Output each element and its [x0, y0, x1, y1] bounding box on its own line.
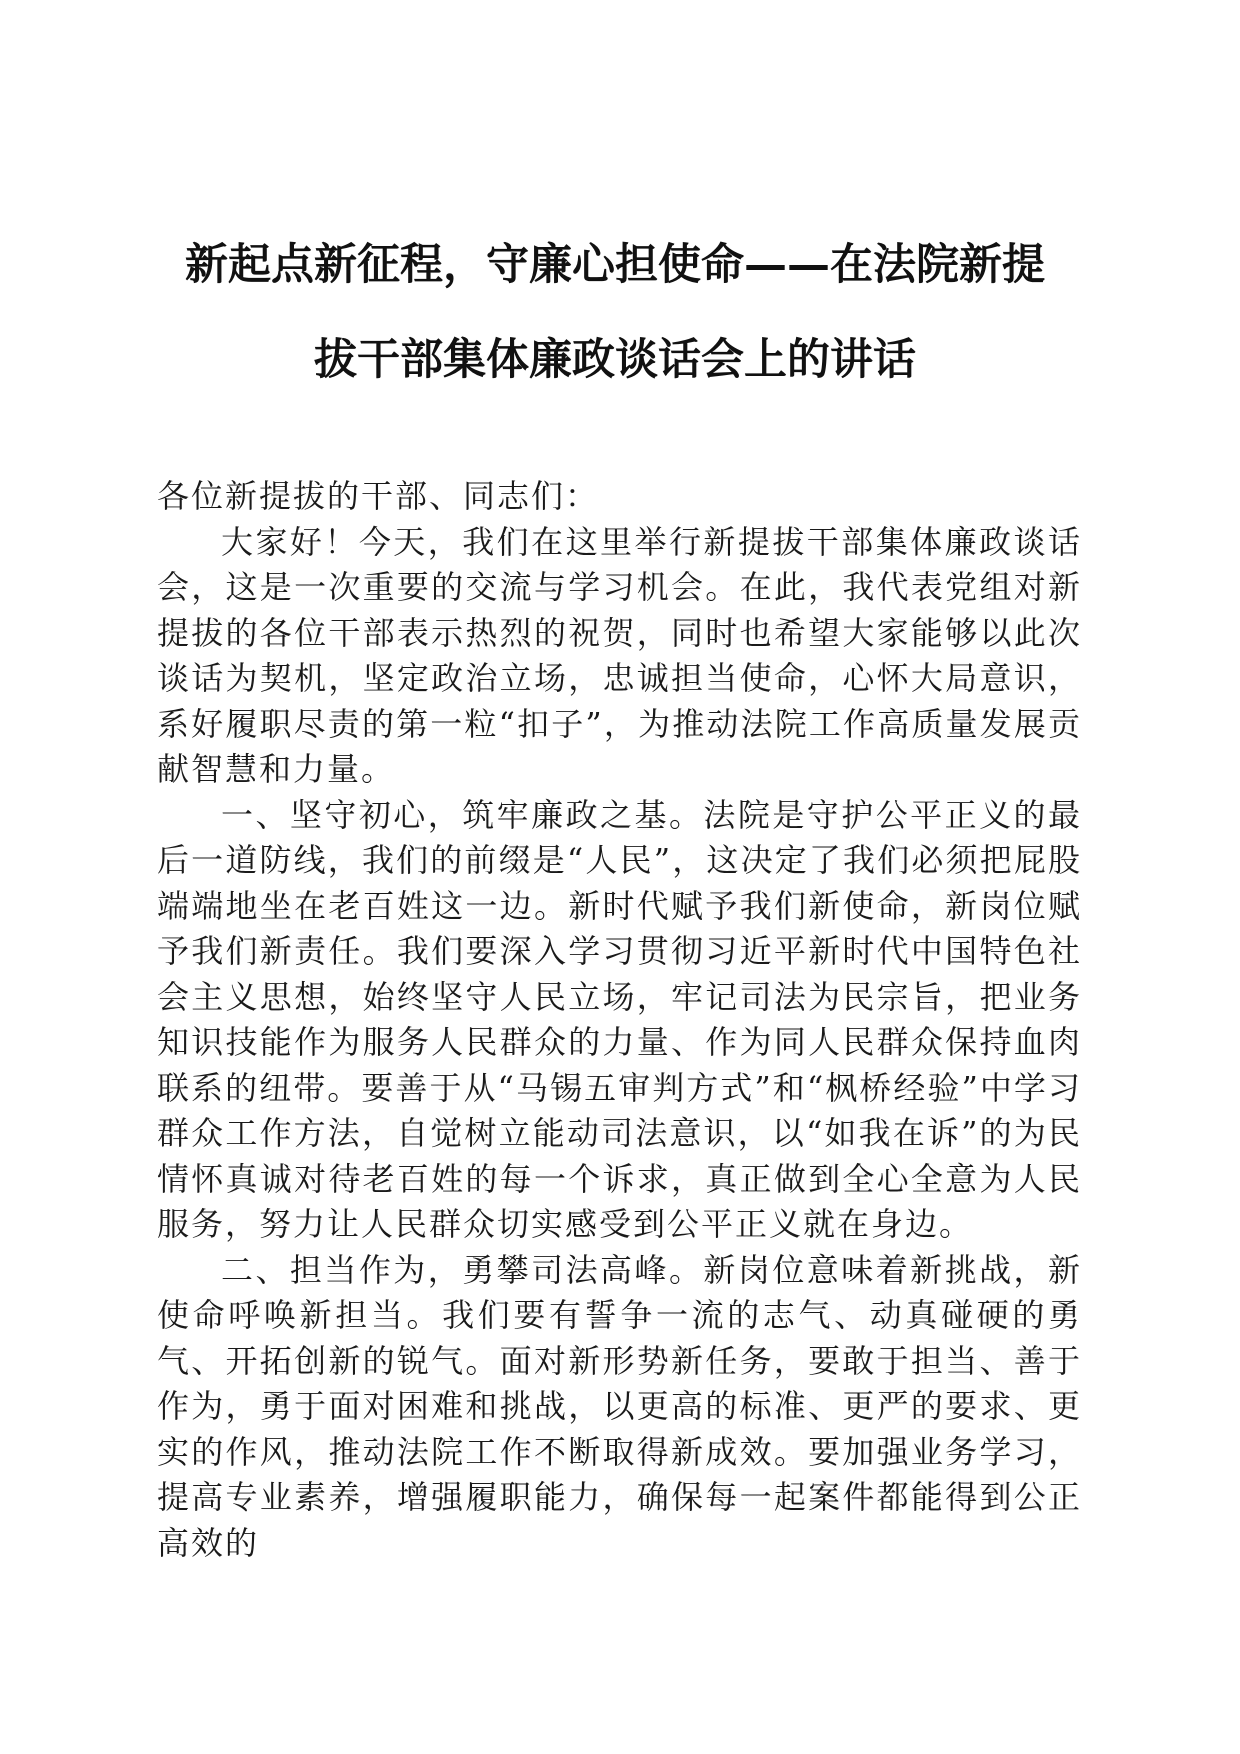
title-line-2: 拔干部集体廉政谈话会上的讲话	[314, 335, 916, 385]
paragraph-section-one: 一、坚守初心，筑牢廉政之基。法院是守护公平正义的最后一道防线，我们的前缀是“人民”，这决定了我们必须把屁股端端地坐在老百姓这一边。新时代赋予我们新使命，新岗位赋予我们新责任。我们要深入学习贯彻习近平新时代中国特色社会主义思想，始终坚守人民立场，牢记司法为民宗旨，把业务知识技能作为服务人民群众的力量、作为同人民群众保持血肉联系的纽带。要善于从“马锡五审判方式”和“枫桥经验”中学习群众工作方法，自觉树立能动司法意识，以“如我在诉”的为民情怀真诚对待老百姓的每一个诉求，真正做到全心全意为人民服务，努力让人民群众切实感受到公平正义就在身边。	[157, 795, 1082, 1243]
salutation: 各位新提拔的干部、同志们：	[157, 477, 600, 515]
title-line-1: 新起点新征程，守廉心担使命——在法院新提	[185, 240, 1045, 290]
paragraph-opening: 大家好！今天，我们在这里举行新提拔干部集体廉政谈话会，这是一次重要的交流与学习机会。在此，我代表党组对新提拔的各位干部表示热烈的祝贺，同时也希望大家能够以此次谈话为契机，坚定政治立场，忠诚担当使命，心怀大局意识，系好履职尽责的第一粒“扣子”，为推动法院工作高质量发展贡献智慧和力量。	[157, 522, 1082, 788]
document-title	[150, 218, 1080, 408]
paragraph-section-two: 二、担当作为，勇攀司法高峰。新岗位意味着新挑战，新使命呼唤新担当。我们要有誓争一流的志气、动真碰硬的勇气、开拓创新的锐气。面对新形势新任务，要敢于担当、善于作为，勇于面对困难和挑战，以更高的标准、更严的要求、更实的作风，推动法院工作不断取得新成效。要加强业务学习，提高专业素养，增强履职能力，确保每一起案件都能得到公正高效的	[157, 1250, 1082, 1562]
document-body	[157, 474, 1082, 1566]
